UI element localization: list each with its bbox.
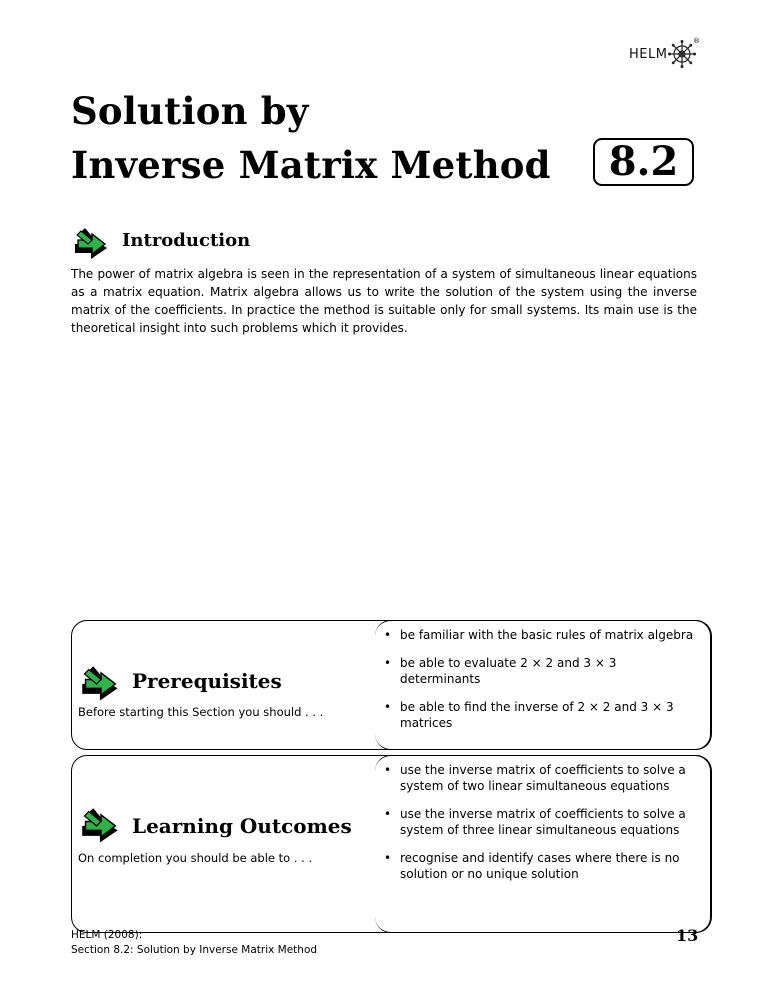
learning-outcomes-heading: Learning Outcomes xyxy=(132,814,352,838)
footer-line-1: HELM (2008): xyxy=(71,929,143,941)
green-arrow-icon xyxy=(77,664,125,706)
list-item: • use the inverse matrix of coefficients to solve a system of three linear simultaneous equations xyxy=(384,806,694,838)
registered-mark: ® xyxy=(693,37,700,45)
list-item: • be familiar with the basic rules of matrix algebra xyxy=(384,627,694,643)
list-item: • be able to evaluate 2 × 2 and 3 × 3 determinants xyxy=(384,655,694,687)
prerequisites-heading: Prerequisites xyxy=(132,669,282,693)
prerequisites-subtext: Before starting this Section you should . . . xyxy=(78,705,324,719)
title-line-1: Solution by xyxy=(71,89,309,133)
page-number: 13 xyxy=(676,926,699,945)
helm-logo xyxy=(629,40,696,68)
learning-outcomes-list xyxy=(384,762,694,882)
learning-outcomes-box xyxy=(71,755,711,933)
green-arrow-icon xyxy=(77,806,125,848)
list-item: • use the inverse matrix of coefficients to solve a system of two linear simultaneous equations xyxy=(384,762,694,794)
list-item: • recognise and identify cases where there is no solution or no unique solution xyxy=(384,850,694,882)
prerequisites-list xyxy=(384,627,694,731)
title-line-2: Inverse Matrix Method xyxy=(71,143,551,187)
helm-logo-text: HELM xyxy=(629,46,668,62)
prerequisites-box xyxy=(71,620,711,750)
section-number-badge: 8.2 xyxy=(593,138,694,186)
green-arrow-icon xyxy=(71,226,113,264)
list-item: • be able to find the inverse of 2 × 2 and 3 × 3 matrices xyxy=(384,699,694,731)
footer-citation xyxy=(71,928,317,958)
learning-outcomes-subtext: On completion you should be able to . . . xyxy=(78,851,313,865)
page-title xyxy=(71,84,551,192)
footer-line-2: Section 8.2: Solution by Inverse Matrix Method xyxy=(71,944,318,956)
introduction-heading: Introduction xyxy=(122,230,251,251)
introduction-text: The power of matrix algebra is seen in the representation of a system of simultaneous linear equations as a matrix equation. Matrix algebra allows us to write the solution of the system using the inverse matrix of the coefficients. In practice the method is suitable only for small systems. Its main use is the theoretical insight into such problems which it provides. xyxy=(71,267,697,335)
